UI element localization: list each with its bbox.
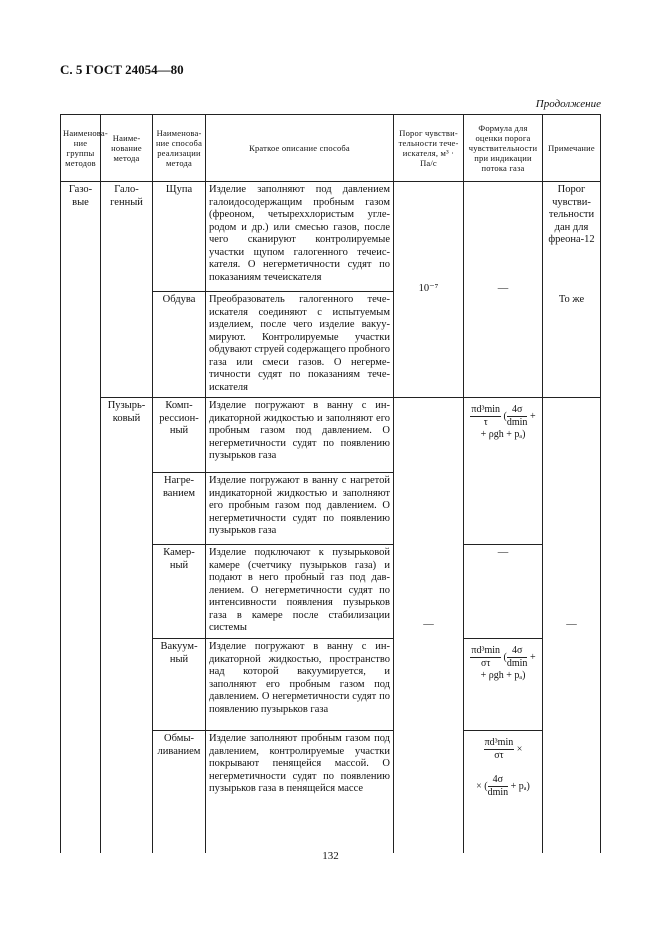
col-header-threshold: Порог чувствительности течеискателя, м³ · Па/с [394,115,464,182]
formula-halogen: — [464,182,543,398]
formula-denominator: τ [483,417,488,428]
col-header-note: Примечание [543,115,601,182]
formula-inner-fraction [488,774,509,799]
formula-numerator: πd³min [471,404,501,415]
desc-heating: Изделие погружают в ванну с нагретой индикаторной жидкостью и заполняют его пробным газом под давлением. О негерметичности судят по появлению пузырьков газа [206,473,394,545]
formula-inner-denominator: dmin [487,787,509,798]
way-compression: Компрессионный [153,398,206,473]
formula-fraction [484,737,515,762]
way-vacuum: Вакуумный [153,639,206,731]
note-bubble: — [543,398,601,853]
formula-denominator: στ [494,750,504,761]
formula-inner-numerator: 4σ [507,404,528,417]
formula-inner-fraction [507,645,528,670]
formula-inner-numerator: 4σ [507,645,528,658]
page-number: 132 [322,850,339,862]
formula-chamber: — [464,545,543,639]
formula-tail: + ρgh + pₐ) [480,429,526,440]
formula-inner-denominator: dmin [506,658,528,669]
method-halogen: Галогенный [101,182,153,398]
way-probe: Щупа [153,182,206,292]
way-blowing: Обдува [153,292,206,398]
desc-chamber: Изделие подключают к пузырьковой камере (счетчику пузырьков газа) и подают в него пробный газ под давлением. О негерметичности судят по интенсивности появления пузырьков газа в камере после стабилизации системы [206,545,394,639]
note-probe: Порог чувствительности дан для фреона-12 [543,182,601,292]
formula-fraction [470,404,501,429]
table-row [61,398,601,473]
col-header-way: Наименование способа реализации метода [153,115,206,182]
document-title: С. 5 ГОСТ 24054—80 [60,62,184,77]
formula-denominator: στ [481,658,491,669]
desc-compression: Изделие погружают в ванну с индикаторной жидкостью и заполняют его пробным газом под давлением. О негерметичности судят по появлению пузырьков газа [206,398,394,473]
note-blowing: То же [543,292,601,398]
col-header-method: Наименование метода [101,115,153,182]
desc-vacuum: Изделие погружают в ванну с индикаторной жидкостью, пространство над которой вакуумируется, и заполняют его пробным газом под давлением. О негерметичности судят по появлению пузырьков газа [206,639,394,731]
way-chamber: Камерный [153,545,206,639]
desc-blowing: Преобразователь галогенного течеискателя соединяют с испытуемым изделием, после чего изделие вакуумируют. Контролируемые участки обдувают струей содержащего пробного газа или смеси газов. О негерметичности судят по показаниям течеискателя [206,292,394,398]
way-foam: Обмыливанием [153,731,206,853]
methods-table [60,114,601,853]
formula-numerator: πd³min [484,737,514,748]
table-row [61,182,601,292]
formula-fraction [470,645,501,670]
group-cell: Газовые [61,182,101,853]
desc-foam: Изделие заполняют пробным газом под давлением, контролируемые участки покрывают пенящейся массой. О негерметичности судят по появлению пузырьков газа в пенящейся массе [206,731,394,853]
formula-vacuum: $\frac{\text{πd³min}}{\sigma\tau}$ ( $\frac{4\sigma}{dmin}$ + + ρgh + pₐ) [464,639,543,731]
formula-compression: $\frac{\text{πd³min}}{\tau}$ ( $\frac{4\sigma}{dmin}$ + + ρgh + pₐ) [464,398,543,545]
formula-tail: + ρgh + pₐ) [480,670,526,681]
threshold-halogen: 10⁻⁷ [394,182,464,398]
continuation-label: Продолжение [535,98,601,110]
formula-inner-numerator: 4σ [488,774,509,787]
formula-foam: $\frac{\text{πd³min}}{\sigma\tau}$ × × ( $\frac{4\sigma}{dmin}$ + pₐ) [464,731,543,853]
formula-tail: + pₐ [510,780,527,792]
threshold-bubble: — [394,398,464,853]
way-heating: Нагреванием [153,473,206,545]
col-header-group: Наименование группы методов [61,115,101,182]
col-header-formula: Формула для оценки порога чувствительности при индикации потока газа [464,115,543,182]
formula-numerator: πd³min [471,645,501,656]
table-header-row [61,115,601,182]
formula-inner-fraction [507,404,528,429]
method-bubble: Пузырьковый [101,398,153,853]
col-header-description: Краткое описание способа [206,115,394,182]
desc-probe: Изделие заполняют под давлением галоидосодержащим пробным газом (фреоном, четыреххлористым углеродом и др.) или смесью газов, после чего сканируют контролируемые участки щупом галогенного течеискателя. О негерметичности судят по показаниям течеискателя [206,182,394,292]
formula-inner-denominator: dmin [506,417,528,428]
